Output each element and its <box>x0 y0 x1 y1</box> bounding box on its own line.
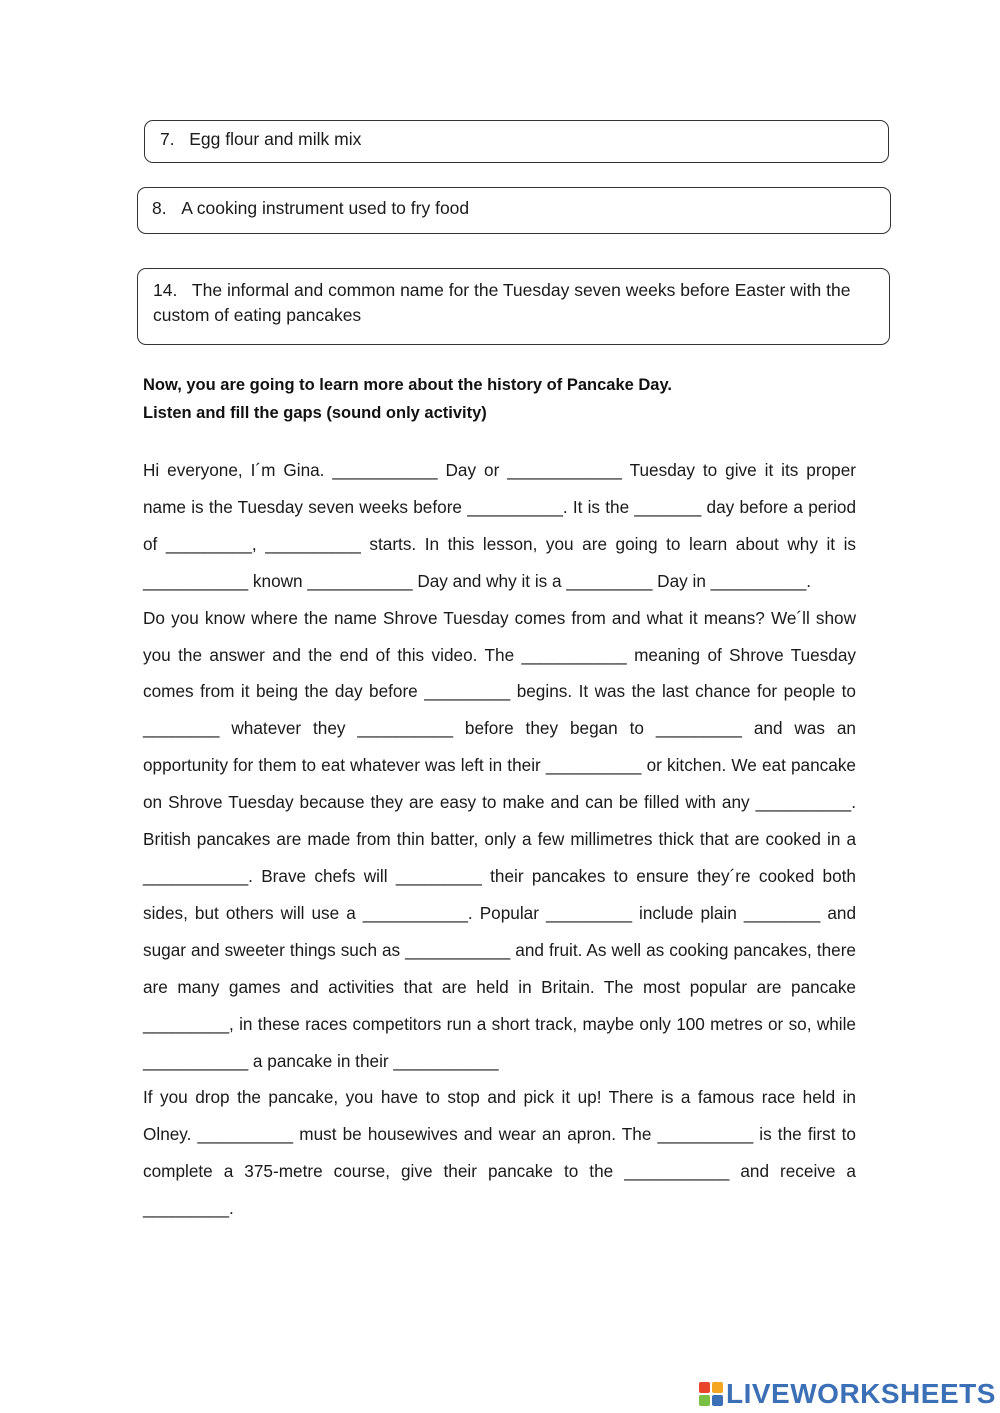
gap-fill-passage <box>143 452 856 1227</box>
instruction-line-2: Listen and fill the gaps (sound only activity) <box>143 404 487 422</box>
gap-blank[interactable]: __________ <box>710 570 807 591</box>
liveworksheets-logo <box>698 1377 996 1411</box>
gap-blank[interactable]: _________ <box>424 681 511 702</box>
gap-blank[interactable]: _________ <box>655 718 742 739</box>
passage-text: Tuesday to give it its proper name is the Tuesday seven weeks before <box>143 460 856 517</box>
gap-blank[interactable]: __________ <box>545 755 642 776</box>
passage-text: day before a period of <box>143 496 857 554</box>
passage-text: . <box>229 1198 234 1219</box>
instruction-line-1: Now, you are going to learn more about the history of Pancake Day. <box>143 376 673 394</box>
gap-blank[interactable]: __________ <box>357 718 454 739</box>
gap-blank[interactable]: __________ <box>657 1124 754 1145</box>
passage-text: known <box>248 570 308 591</box>
gap-blank[interactable]: __________ <box>197 1124 294 1145</box>
clue-text: The informal and common name for the Tuesday seven weeks before Easter with the custom of eating pancakes <box>153 280 856 325</box>
gap-blank[interactable]: __________ <box>265 533 361 554</box>
passage-text: and sugar and sweeter things such as <box>143 902 857 960</box>
passage-paragraph-1 <box>143 452 856 600</box>
clue-14 <box>153 278 868 328</box>
gap-blank[interactable]: _______ <box>634 496 702 517</box>
passage-text: . British pancakes are made from thin batter, only a few millimetres thick that are cooked in a <box>143 792 856 850</box>
gap-blank[interactable]: ___________ <box>362 902 468 923</box>
clue-8 <box>152 196 469 221</box>
passage-text: meaning of Shrove Tuesday comes from it being the day before <box>143 644 857 702</box>
passage-text: include plain <box>632 902 744 923</box>
gap-blank[interactable]: __________ <box>755 792 852 813</box>
gap-blank[interactable]: _________ <box>143 1198 230 1219</box>
passage-text: or kitchen. We eat pancake on Shrove Tuesday because they are easy to make and can be filled with any <box>143 755 856 813</box>
passage-text: must be housewives and wear an apron. The <box>293 1124 658 1145</box>
gap-blank[interactable]: __________ <box>467 496 563 517</box>
brand-name: LIVEWORKSHEETS <box>726 1378 996 1409</box>
gap-blank[interactable]: _________ <box>545 902 632 923</box>
passage-text: whatever they <box>219 718 358 739</box>
clue-number: 8. <box>152 198 167 218</box>
passage-text: and fruit. As well as cooking pancakes, there are many games and activities that are held in Britain. The most popular are pancake <box>143 939 856 997</box>
passage-text: . It is the <box>562 496 635 517</box>
passage-text: is the first to complete a 375-metre course, give their pancake to the <box>143 1124 856 1182</box>
logo-square <box>712 1395 723 1406</box>
gap-blank[interactable]: ___________ <box>143 1050 249 1071</box>
gap-blank[interactable]: ___________ <box>521 644 627 665</box>
passage-text: , <box>251 533 266 554</box>
clue-text: A cooking instrument used to fry food <box>181 198 470 218</box>
logo-square <box>712 1382 723 1393</box>
clue-7 <box>160 127 361 152</box>
liveworksheets-logo-icon <box>698 1381 724 1407</box>
gap-blank[interactable]: ___________ <box>332 460 438 480</box>
clue-text: Egg flour and milk mix <box>189 129 362 149</box>
gap-blank[interactable]: ________ <box>743 902 821 923</box>
passage-text: begins. It was the last chance for people to <box>510 681 856 702</box>
gap-blank[interactable]: ___________ <box>624 1161 730 1182</box>
gap-blank[interactable]: _________ <box>165 533 252 554</box>
gap-blank[interactable]: ____________ <box>507 460 622 480</box>
passage-text: and was an opportunity for them to eat whatever was left in their <box>143 718 856 776</box>
gap-blank[interactable]: _________ <box>566 570 653 591</box>
passage-text: and receive a <box>729 1161 856 1182</box>
clue-number: 14. <box>153 280 178 300</box>
gap-blank[interactable]: ___________ <box>143 570 249 591</box>
passage-text: . Brave chefs will <box>248 865 396 886</box>
gap-blank[interactable]: ___________ <box>143 865 249 886</box>
passage-paragraph-2 <box>143 600 856 1080</box>
gap-blank[interactable]: _________ <box>143 1013 230 1034</box>
passage-text: a pancake in their <box>248 1050 394 1071</box>
passage-paragraph-3 <box>143 1079 856 1227</box>
passage-text: Hi everyone, I´m Gina. <box>143 460 333 480</box>
logo-square <box>699 1395 710 1406</box>
passage-text: Do you know where the name Shrove Tuesday comes from and what it means? We´ll show you the answer and the end of this video. The <box>143 607 856 665</box>
passage-text: starts. In this lesson, you are going to learn about why it is <box>360 533 857 554</box>
passage-text: . <box>806 570 812 591</box>
gap-blank[interactable]: ___________ <box>405 939 511 960</box>
passage-text: their pancakes to ensure they´re cooked both sides, but others will use a <box>143 865 856 923</box>
gap-blank[interactable]: ________ <box>143 718 220 739</box>
passage-text: Day in <box>652 570 711 591</box>
passage-text: If you drop the pancake, you have to stop and pick it up! There is a famous race held in Olney. <box>143 1087 856 1145</box>
clue-number: 7. <box>160 129 175 149</box>
passage-text: , in these races competitors run a short track, maybe only 100 metres or so, while <box>229 1013 856 1034</box>
passage-text: . Popular <box>467 902 546 923</box>
gap-blank[interactable]: _________ <box>395 865 482 886</box>
passage-text: Day and why it is a <box>412 570 567 591</box>
passage-text: Day or <box>437 460 508 480</box>
passage-text: before they began to <box>453 718 656 739</box>
gap-blank[interactable]: ___________ <box>393 1050 499 1071</box>
logo-square <box>699 1382 710 1393</box>
gap-blank[interactable]: ___________ <box>307 570 413 591</box>
